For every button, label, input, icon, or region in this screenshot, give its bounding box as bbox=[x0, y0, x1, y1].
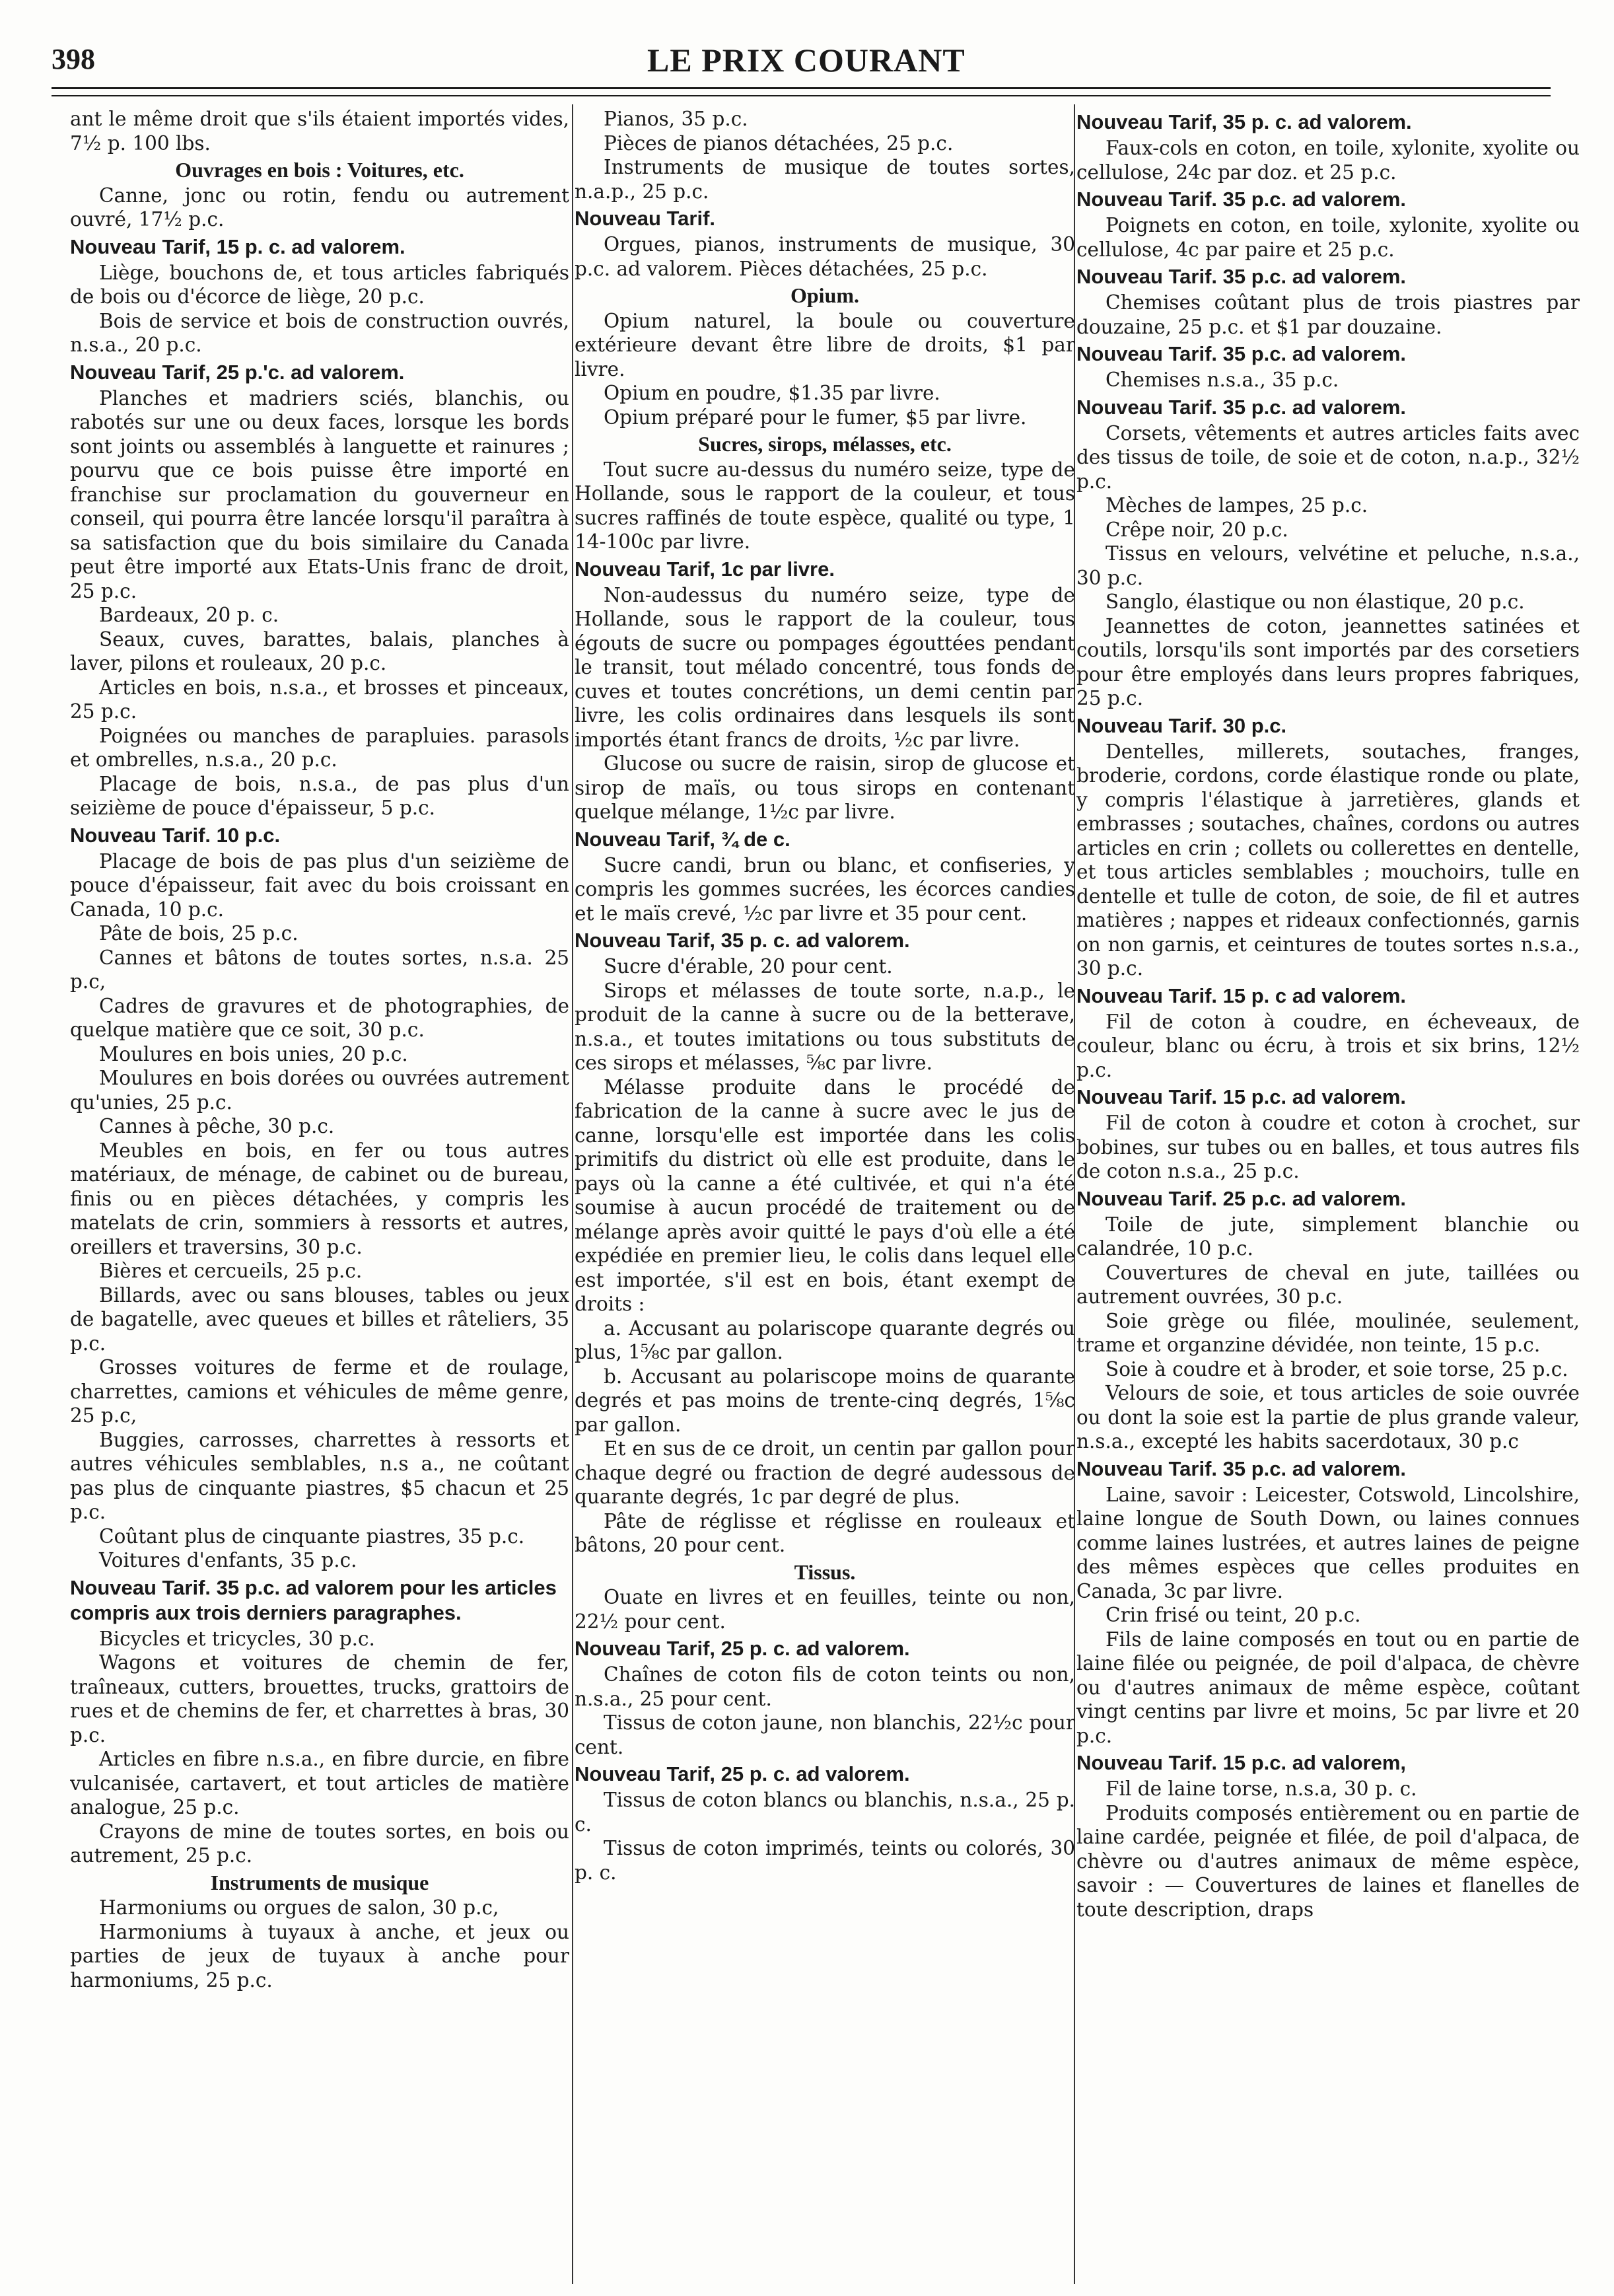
paragraph: Chaînes de coton fils de coton teints ou non, n.s.a., 25 pour cent. bbox=[575, 1663, 1075, 1710]
text-column-1 bbox=[70, 107, 569, 2287]
paragraph: Jeannettes de coton, jeannettes satinées et coutils, lorsqu'ils sont importés par des corsetiers pour être employés dans leurs propres fabriques, 25 p.c. bbox=[1076, 614, 1580, 709]
paragraph: Poignets en coton, en toile, xylonite, xyolite ou cellulose, 4c par paire et 25 p.c. bbox=[1076, 214, 1580, 261]
paragraph: Voitures d'enfants, 35 p.c. bbox=[99, 1549, 357, 1571]
paragraph: Placage de bois, n.s.a., de pas plus d'un seizième de pouce d'épaisseur, 5 p.c. bbox=[70, 772, 569, 819]
tariff-heading: Nouveau Tarif. 35 p.c. ad valorem. bbox=[1076, 188, 1407, 211]
tariff-heading: Nouveau Tarif. 35 p.c. ad valorem. bbox=[1076, 342, 1407, 365]
header-rule bbox=[52, 87, 1551, 89]
paragraph: Buggies, carrosses, charrettes à ressorts et autres véhicules semblables, n.s a., ne coûtant pas plus de cinquante piastres, $5 chacun et 25 p.c. bbox=[70, 1428, 569, 1523]
paragraph: Cannes et bâtons de toutes sortes, n.s.a. 25 p.c, bbox=[70, 946, 569, 993]
paragraph: Seaux, cuves, barattes, balais, planches à laver, pilons et rouleaux, 20 p.c. bbox=[70, 628, 569, 674]
tariff-heading: Nouveau Tarif, 1c par livre. bbox=[575, 557, 835, 581]
tariff-heading: Nouveau Tarif. 35 p.c. ad valorem. bbox=[1076, 265, 1407, 288]
paragraph: Bicycles et tricycles, 30 p.c. bbox=[99, 1627, 375, 1650]
tariff-heading: Nouveau Tarif, 35 p. c. ad valorem. bbox=[1076, 110, 1412, 133]
paragraph: Bardeaux, 20 p. c. bbox=[99, 604, 279, 626]
paragraph: Sirops et mélasses de toute sorte, n.a.p., le produit de la canne à sucre ou de la betterave, n.s.a., et toutes imitations ou tous substituts de ces sirops et mélasses, ⅝c par livre. bbox=[575, 979, 1075, 1074]
tariff-heading: Nouveau Tarif, ¾ de c. bbox=[575, 827, 790, 851]
paragraph: Sucre d'érable, 20 pour cent. bbox=[604, 955, 893, 978]
tariff-heading: Nouveau Tarif. 10 p.c. bbox=[70, 823, 281, 847]
paragraph: Mélasse produite dans le procédé de fabrication de la canne à sucre avec le jus de canne, lorsqu'elle est importée dans les colis primitifs du district où elle est produite, dans le pays où la canne a été cultivée, et qui n'a été soumise à aucun procédé de traitement ou de mélange après avoir quitté le pays d'où elle a été expédiée en premier lieu, le colis dans lequel elle est importée, s'il est en bois, étant exempt de droits : bbox=[575, 1075, 1075, 1315]
tariff-heading: Nouveau Tarif. 35 p.c. ad valorem pour les articles compris aux trois derniers paragraphes. bbox=[70, 1575, 557, 1624]
page-number: 398 bbox=[52, 43, 95, 75]
paragraph: Cadres de gravures et de photographies, de quelque matière que ce soit, 30 p.c. bbox=[70, 994, 569, 1041]
paragraph: Billards, avec ou sans blouses, tables ou jeux de bagatelle, avec queues et billes et râteliers, 35 p.c. bbox=[70, 1283, 569, 1355]
paragraph: Orgues, pianos, instruments de musique, 30 p.c. ad valorem. Pièces détachées, 25 p.c. bbox=[575, 233, 1075, 280]
paragraph: Articles en fibre n.s.a., en fibre durcie, en fibre vulcanisée, cartavert, et tout articles de matière analogue, 25 p.c. bbox=[70, 1748, 569, 1818]
page-header bbox=[0, 0, 1614, 99]
paragraph: Ouate en livres et en feuilles, teinte ou non, 22½ pour cent. bbox=[575, 1586, 1075, 1633]
paragraph: Soie grège ou filée, moulinée, seulement, trame et organzine dévidée, non teinte, 15 p.c. bbox=[1076, 1309, 1580, 1356]
paragraph: Fil de laine torse, n.s.a, 30 p. c. bbox=[1105, 1777, 1417, 1800]
paragraph: Fils de laine composés en tout ou en partie de laine filée ou peignée, de poil d'alpaca, de chèvre ou d'autres animaux de même espèce, coûtant vingt centins par livre et moins, 5c par livre et 20 p.c. bbox=[1076, 1628, 1580, 1747]
paragraph: Dentelles, millerets, soutaches, franges, broderie, cordons, corde élastique ronde ou plate, y compris l'élastique à jarretières, glands et embrasses ; soutaches, chaînes, cordons ou autres articles en crin ; collets ou collerettes en dentelle, et tous articles semblables ; mouchoirs, tulle en dentelle et tulle de coton, de soie, de fil et autres matières ; nappes et rideaux confectionnés, garnis on non garnis, et ceintures de toutes sortes n.s.a., 30 p.c. bbox=[1076, 740, 1580, 980]
column-divider bbox=[572, 104, 573, 2284]
paragraph: Sanglo, élastique ou non élastique, 20 p.c. bbox=[1105, 591, 1525, 613]
paragraph: Laine, savoir : Leicester, Cotswold, Lincolshire, laine longue de South Down, ou laines connues comme laines lustrées, et autres laines de peigne des mêmes espèces que celles produites en Canada, 3c par livre. bbox=[1076, 1483, 1580, 1602]
paragraph: Couvertures de cheval en jute, taillées ou autrement ouvrées, 30 p.c. bbox=[1076, 1261, 1580, 1308]
paragraph: Toile de jute, simplement blanchie ou calandrée, 10 p.c. bbox=[1076, 1213, 1580, 1260]
paragraph: Faux-cols en coton, en toile, xylonite, xyolite ou cellulose, 24c par doz. et 25 p.c. bbox=[1076, 137, 1580, 184]
tariff-heading: Nouveau Tarif, 25 p.'c. ad valorem. bbox=[70, 360, 405, 384]
paragraph: a. Accusant au polariscope quarante degrés ou plus, 1⅝c par gallon. bbox=[575, 1316, 1075, 1363]
paragraph: Soie à coudre et à broder, et soie torse, 25 p.c. bbox=[1105, 1357, 1568, 1381]
paragraph: Pâte de bois, 25 p.c. bbox=[99, 922, 298, 945]
paragraph: Tout sucre au-dessus du numéro seize, type de Hollande, sous le rapport de la couleur, et tous sucres raffinés de toute espèce, qualité ou type, 1 14-100c par livre. bbox=[575, 458, 1075, 553]
paragraph-continuation: ant le même droit que s'ils étaient importés vides, 7½ p. 100 lbs. bbox=[70, 108, 569, 155]
paragraph: Harmoniums à tuyaux à anche, et jeux ou parties de jeux de tuyaux à anche pour harmoniums, 25 p.c. bbox=[70, 1920, 569, 1991]
paragraph: Canne, jonc ou rotin, fendu ou autrement ouvré, 17½ p.c. bbox=[70, 184, 569, 231]
tariff-heading: Nouveau Tarif. 15 p.c. ad valorem, bbox=[1076, 1751, 1407, 1774]
text-column-3 bbox=[1076, 107, 1580, 2287]
paragraph: Pâte de réglisse et réglisse en rouleaux et bâtons, 20 pour cent. bbox=[575, 1509, 1075, 1556]
paragraph: Crayons de mine de toutes sortes, en bois ou autrement, 25 p.c. bbox=[70, 1820, 569, 1867]
paragraph: Bières et cercueils, 25 p.c. bbox=[99, 1260, 363, 1282]
paragraph: Wagons et voitures de chemin de fer, traîneaux, cutters, brouettes, trucks, grattoirs de rues et de chemins de fer, et charrettes à bras, 30 p.c. bbox=[70, 1651, 569, 1746]
paragraph: Corsets, vêtements et autres articles faits avec des tissus de toile, de soie et de coton, n.a.p., 32½ p.c. bbox=[1076, 421, 1580, 493]
paragraph: Tissus en velours, velvétine et peluche, n.s.a., 30 p.c. bbox=[1076, 542, 1580, 589]
paragraph: Planches et madriers sciés, blanchis, ou rabotés sur une ou deux faces, lorsque les bords sont joints ou assemblés à languette et rainures ; pourvu que ce bois puisse être importé en franchise sur proclamation du gouverneur en conseil, qui pourra être lancée lorsqu'il paraîtra à sa satisfaction que du bois similaire du Canada peut être importé aux Etats-Unis franc de droit, 25 p.c. bbox=[70, 386, 569, 602]
tariff-heading: Nouveau Tarif. 35 p.c. ad valorem. bbox=[1076, 1456, 1407, 1480]
paragraph: Tissus de coton blancs ou blanchis, n.s.a., 25 p. c. bbox=[575, 1789, 1075, 1836]
section-heading: Opium. bbox=[790, 283, 860, 307]
paragraph: Moulures en bois dorées ou ouvrées autrement qu'unies, 25 p.c. bbox=[70, 1067, 569, 1114]
paragraph: Fil de coton à coudre et coton à crochet, sur bobines, sur tubes ou en balles, et tous autres fils de coton n.s.a., 25 p.c. bbox=[1076, 1112, 1580, 1182]
paragraph: Crin frisé ou teint, 20 p.c. bbox=[1105, 1604, 1361, 1626]
tariff-heading: Nouveau Tarif. 15 p. c ad valorem. bbox=[1076, 984, 1407, 1007]
paragraph: Velours de soie, et tous articles de soie ouvrée ou dont la soie est la partie de plus grande valeur, n.s.a., excepté les habits sacerdotaux, 30 p.c bbox=[1076, 1382, 1580, 1453]
section-heading: Tissus. bbox=[794, 1560, 856, 1584]
paragraph: Poignées ou manches de parapluies. parasols et ombrelles, n.s.a., 20 p.c. bbox=[70, 724, 569, 771]
paragraph: Et en sus de ce droit, un centin par gallon pour chaque degré ou fraction de degré audessous de quarante degrés, 1c par degré de plus. bbox=[575, 1437, 1075, 1508]
paragraph: Produits composés entièrement ou en partie de laine cardée, peignée et filée, de poil d'alpaca, de chèvre ou d'autres animaux de même espèce, savoir : — Couvertures de laines et flanelles de toute description, draps bbox=[1076, 1801, 1580, 1921]
paragraph: Cannes à pêche, 30 p.c. bbox=[99, 1115, 335, 1137]
paragraph: Grosses voitures de ferme et de roulage, charrettes, camions et véhicules de même genre, 25 p.c, bbox=[70, 1356, 569, 1427]
tariff-heading: Nouveau Tarif, 35 p. c. ad valorem. bbox=[575, 929, 910, 952]
paragraph: Opium en poudre, $1.35 par livre. bbox=[604, 382, 940, 404]
paragraph: Coûtant plus de cinquante piastres, 35 p.c. bbox=[99, 1525, 525, 1548]
tariff-heading: Nouveau Tarif, 25 p. c. ad valorem. bbox=[575, 1762, 910, 1785]
section-heading: Sucres, sirops, mélasses, etc. bbox=[698, 432, 952, 456]
paragraph: Meubles en bois, en fer ou tous autres matériaux, de ménage, de cabinet ou de bureau, finis ou en pièces détachées, y compris les matelats de crin, sommiers à ressorts et autres, oreillers et traversins, 30 p.c. bbox=[70, 1139, 569, 1258]
paragraph: Opium naturel, la boule ou couverture extérieure devant être libre de droits, $1 par livre. bbox=[575, 309, 1075, 380]
paragraph: Chemises coûtant plus de trois piastres par douzaine, 25 p.c. et $1 par douzaine. bbox=[1076, 291, 1580, 338]
paragraph: Pianos, 35 p.c. bbox=[604, 108, 748, 130]
tariff-heading: Nouveau Tarif. bbox=[575, 207, 716, 230]
paragraph: Harmoniums ou orgues de salon, 30 p.c, bbox=[99, 1896, 499, 1919]
paragraph: Moulures en bois unies, 20 p.c. bbox=[99, 1042, 408, 1065]
section-heading: Ouvrages en bois : Voitures, etc. bbox=[175, 158, 464, 182]
paragraph: Placage de bois de pas plus d'un seizième de pouce d'épaisseur, fait avec du bois croissant en Canada, 10 p.c. bbox=[70, 849, 569, 921]
paragraph: Crêpe noir, 20 p.c. bbox=[1105, 518, 1288, 541]
paragraph: Sucre candi, brun ou blanc, et confiseries, y compris les gommes sucrées, les écorces candies et le maïs crevé, ½c par livre et 35 pour cent. bbox=[575, 853, 1075, 925]
paragraph: Tissus de coton jaune, non blanchis, 22½c pour cent. bbox=[575, 1711, 1075, 1758]
paragraph: Mèches de lampes, 25 p.c. bbox=[1105, 494, 1368, 517]
tariff-heading: Nouveau Tarif, 15 p. c. ad valorem. bbox=[70, 234, 405, 258]
text-column-2 bbox=[575, 107, 1075, 2287]
paragraph: Chemises n.s.a., 35 p.c. bbox=[1105, 369, 1339, 391]
header-rule-thin bbox=[52, 95, 1551, 96]
paragraph: Pièces de pianos détachées, 25 p.c. bbox=[604, 131, 954, 155]
paragraph: Fil de coton à coudre, en écheveaux, de couleur, blanc ou écru, à trois et six brins, 12½ p.c. bbox=[1076, 1010, 1580, 1081]
paragraph: Glucose ou sucre de raisin, sirop de glucose et sirop de maïs, ou tous sirops en contenant quelque mélange, 1½c par livre. bbox=[575, 752, 1075, 823]
paragraph: b. Accusant au polariscope moins de quarante degrés et pas moins de trente-cinq degrés, 1⅝c par gallon. bbox=[575, 1365, 1075, 1436]
paragraph: Articles en bois, n.s.a., et brosses et pinceaux, 25 p.c. bbox=[70, 676, 569, 723]
paragraph: Non-audessus du numéro seize, type de Hollande, sous le rapport de la couleur, tous égouts de sucre ou pompages égouttées pendant le transit, tout mélado concentré, tous fonds de cuves et toutes concrétions, un demi centin par livre, les colis ordinaires dans lesquels ils sont importés étant francs de droits, ½c par livre. bbox=[575, 583, 1075, 751]
tariff-heading: Nouveau Tarif. 30 p.c. bbox=[1076, 713, 1287, 737]
paragraph: Bois de service et bois de construction ouvrés, n.s.a., 20 p.c. bbox=[70, 309, 569, 356]
paragraph: Opium préparé pour le fumer, $5 par livre. bbox=[604, 406, 1027, 429]
paragraph: Liège, bouchons de, et tous articles fabriqués de bois ou d'écorce de liège, 20 p.c. bbox=[70, 261, 569, 308]
tariff-heading: Nouveau Tarif. 35 p.c. ad valorem. bbox=[1076, 395, 1407, 419]
tariff-heading: Nouveau Tarif. 15 p.c. ad valorem. bbox=[1076, 1085, 1407, 1108]
tariff-heading: Nouveau Tarif. 25 p.c. ad valorem. bbox=[1076, 1186, 1407, 1210]
page-title: LE PRIX COURANT bbox=[647, 42, 965, 79]
paragraph: Tissus de coton imprimés, teints ou colorés, 30 p. c. bbox=[575, 1837, 1075, 1884]
section-heading: Instruments de musique bbox=[210, 1870, 429, 1894]
paragraph: Instruments de musique de toutes sortes, n.a.p., 25 p.c. bbox=[575, 156, 1075, 203]
tariff-heading: Nouveau Tarif, 25 p. c. ad valorem. bbox=[575, 1637, 910, 1660]
